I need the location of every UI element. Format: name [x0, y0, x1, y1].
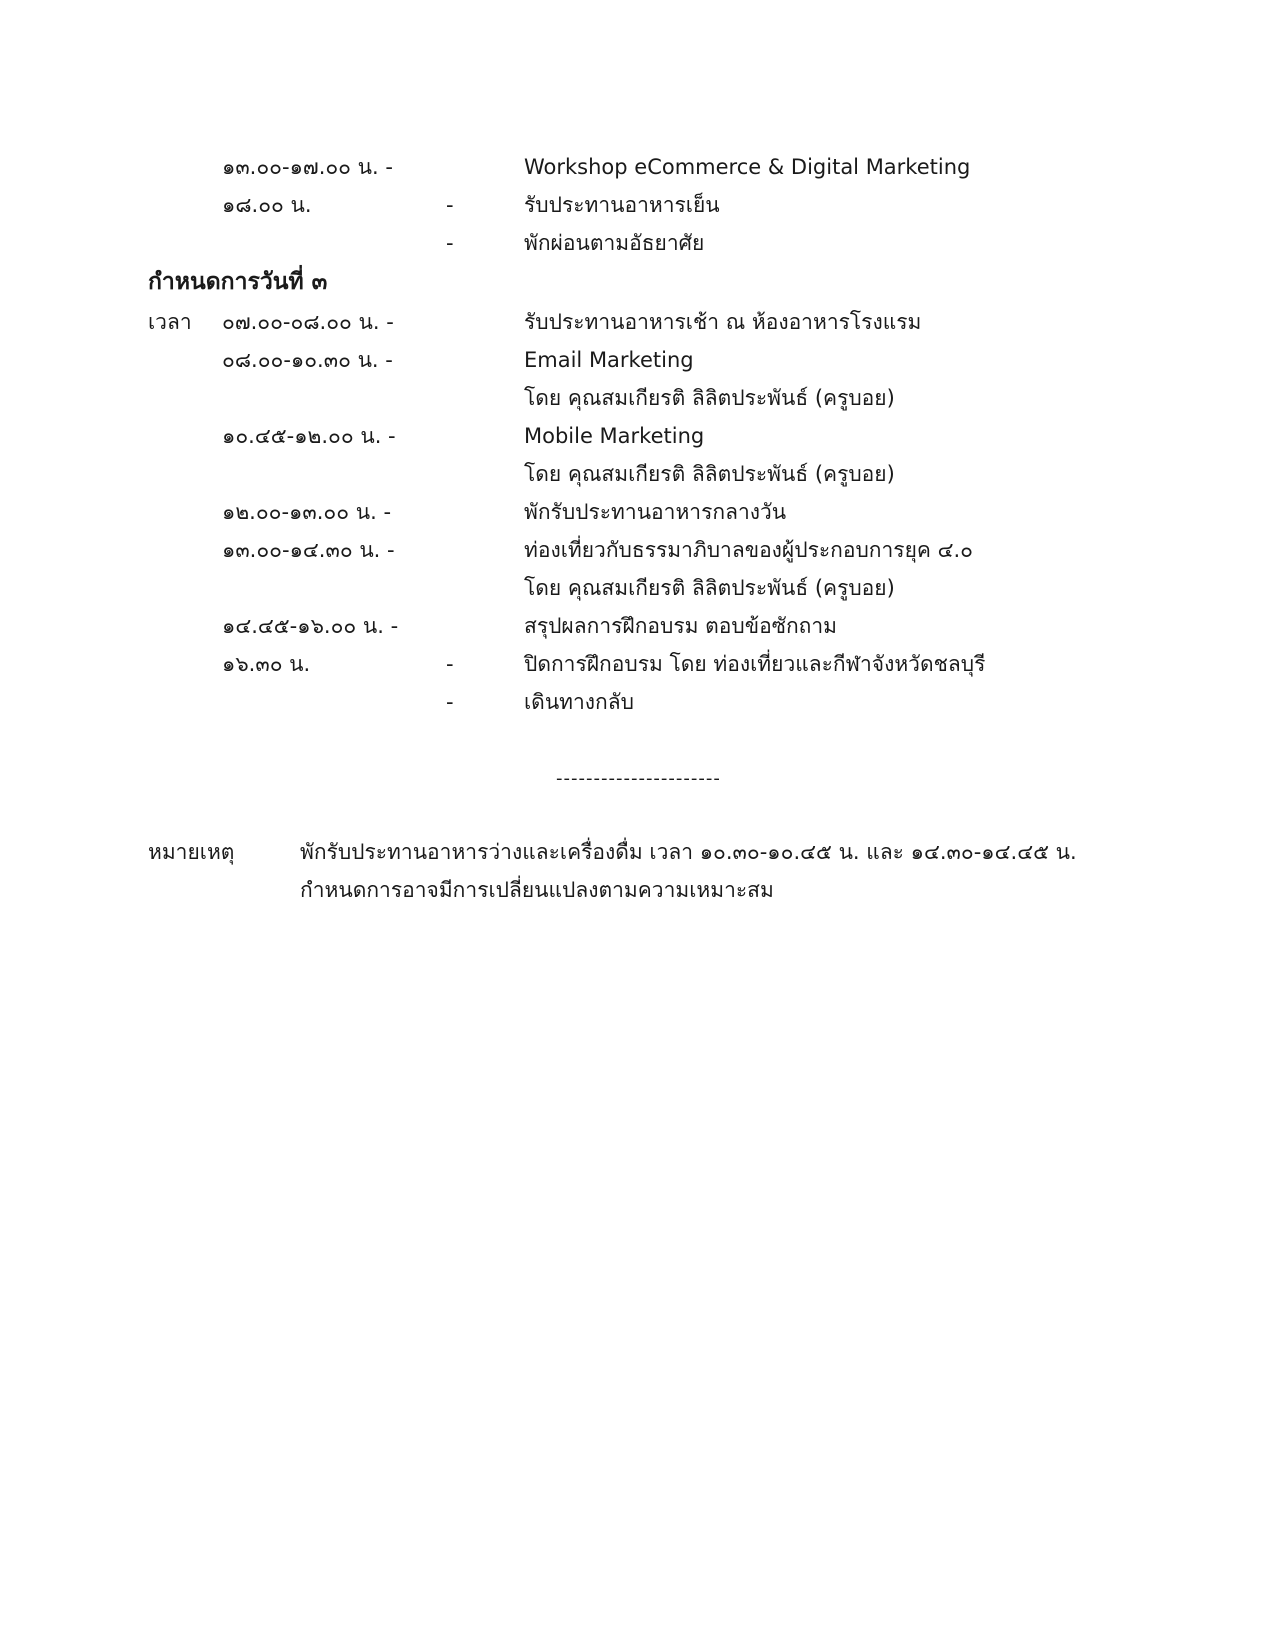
schedule-dash: - — [446, 652, 454, 676]
schedule-speaker: โดย คุณสมเกียรติ ลิลิตประพันธ์ (ครูบอย) — [524, 462, 895, 486]
schedule-time: ๑๖.๓๐ น. — [222, 652, 311, 676]
schedule-time: ๑๐.๔๕-๑๒.๐๐ น. - — [222, 424, 396, 448]
schedule-speaker: โดย คุณสมเกียรติ ลิลิตประพันธ์ (ครูบอย) — [524, 576, 895, 600]
schedule-time: ๑๒.๐๐-๑๓.๐๐ น. - — [222, 500, 392, 524]
schedule-activity: พักรับประทานอาหารกลางวัน — [524, 500, 787, 524]
schedule-dash: - — [446, 231, 454, 255]
schedule-activity: รับประทานอาหารเช้า ณ ห้องอาหารโรงแรม — [524, 310, 922, 334]
schedule-activity: ท่องเที่ยวกับธรรมาภิบาลของผู้ประกอบการยุค ๔.๐ — [524, 538, 973, 562]
time-label: เวลา — [148, 310, 192, 334]
schedule-activity: ปิดการฝึกอบรม โดย ท่องเที่ยวและกีฬาจังหวัดชลบุรี — [524, 652, 986, 676]
day3-heading: กำหนดการวันที่ ๓ — [148, 269, 328, 295]
schedule-dash: - — [446, 690, 454, 714]
schedule-activity: Workshop eCommerce & Digital Marketing — [524, 155, 971, 179]
schedule-activity: Email Marketing — [524, 348, 694, 372]
schedule-activity: สรุปผลการฝึกอบรม ตอบข้อซักถาม — [524, 614, 838, 638]
schedule-time: ๐๘.๐๐-๑๐.๓๐ น. - — [222, 348, 393, 372]
note-line: กำหนดการอาจมีการเปลี่ยนแปลงตามความเหมาะสม — [300, 878, 774, 902]
schedule-activity: Mobile Marketing — [524, 424, 705, 448]
schedule-dash: - — [446, 193, 454, 217]
schedule-activity: รับประทานอาหารเย็น — [524, 193, 720, 217]
schedule-time: ๑๔.๔๕-๑๖.๐๐ น. - — [222, 614, 399, 638]
schedule-time: ๑๘.๐๐ น. — [222, 193, 312, 217]
schedule-time: ๑๓.๐๐-๑๔.๓๐ น. - — [222, 538, 395, 562]
schedule-speaker: โดย คุณสมเกียรติ ลิลิตประพันธ์ (ครูบอย) — [524, 386, 895, 410]
schedule-activity: เดินทางกลับ — [524, 690, 634, 714]
section-divider: ---------------------- — [556, 768, 721, 789]
note-line: พักรับประทานอาหารว่างและเครื่องดื่ม เวลา ๑๐.๓๐-๑๐.๔๕ น. และ ๑๔.๓๐-๑๔.๔๕ น. — [300, 840, 1077, 864]
schedule-activity: พักผ่อนตามอัธยาศัย — [524, 231, 705, 255]
note-label: หมายเหตุ — [148, 840, 235, 864]
schedule-time: ๑๓.๐๐-๑๗.๐๐ น. - — [222, 155, 393, 179]
schedule-time: ๐๗.๐๐-๐๘.๐๐ น. - — [222, 310, 394, 334]
